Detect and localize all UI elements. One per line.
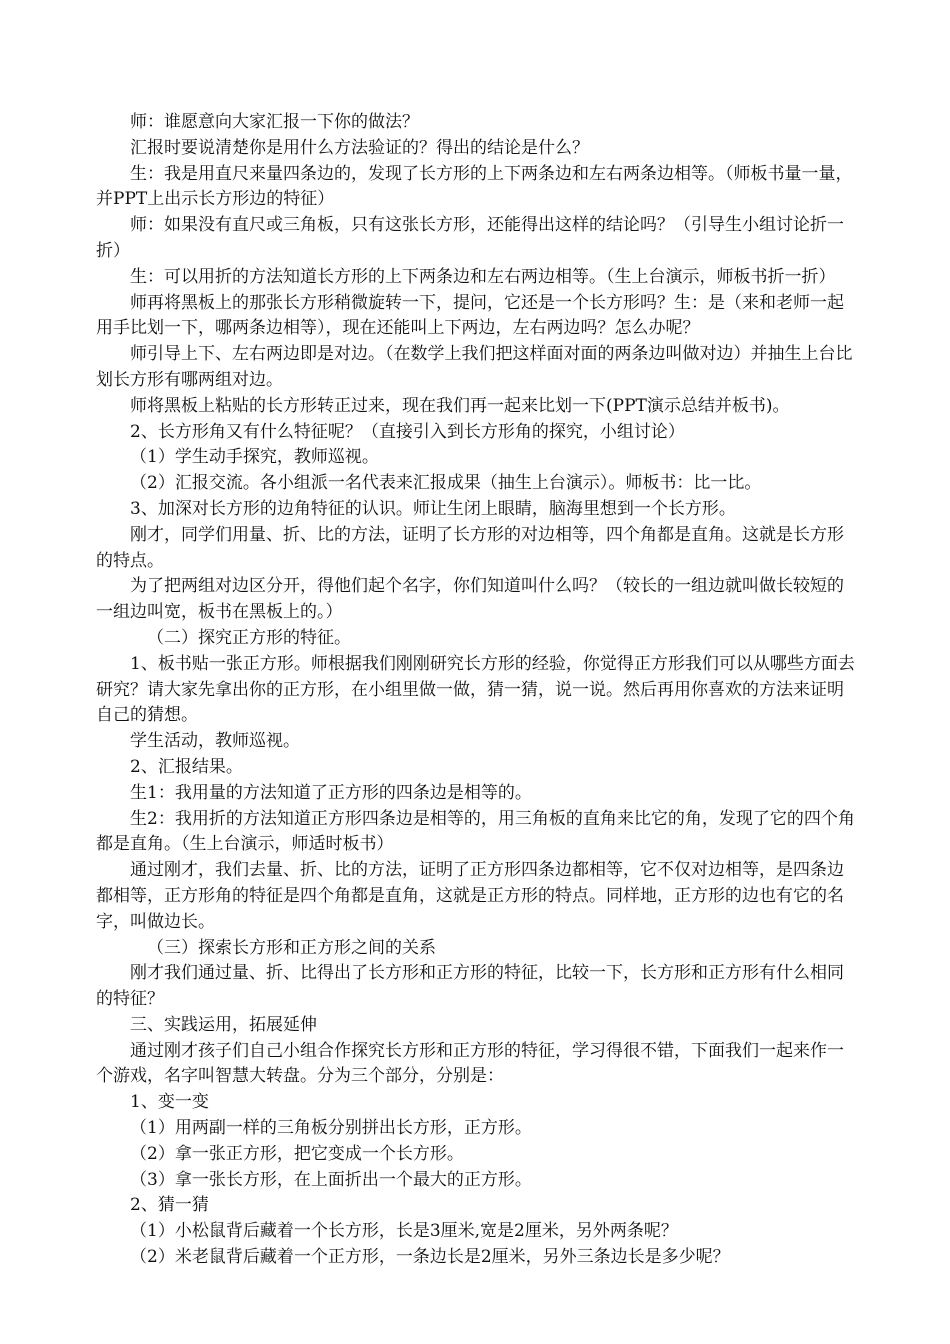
paragraph: 刚才，同学们用量、折、比的方法，证明了长方形的对边相等，四个角都是直角。这就是长方形的特点。 <box>96 524 844 571</box>
paragraph: 师再将黑板上的那张长方形稍微旋转一下，提问，它还是一个长方形吗？生：是（来和老师一起用手比划一下，哪两条边相等），现在还能叫上下两边，左右两边吗？怎么办呢？ <box>96 292 844 339</box>
paragraph: 师将黑板上粘贴的长方形转正过来，现在我们再一起来比划一下(PPT演示总结并板书)。 <box>130 395 790 416</box>
paragraph: 学生活动，教师巡视。 <box>130 731 300 752</box>
paragraph: 通过刚才孩子们自己小组合作探究长方形和正方形的特征，学习得很不错，下面我们一起来作一个游戏，名字叫智慧大转盘。分为三个部分，分别是： <box>96 1040 844 1087</box>
paragraph: 生1：我用量的方法知道了正方形的四条边是相等的。 <box>130 782 532 803</box>
paragraph: 刚才我们通过量、折、比得出了长方形和正方形的特征，比较一下，长方形和正方形有什么相同的特征？ <box>96 963 844 1010</box>
paragraph: 师引导上下、左右两边即是对边。（在数学上我们把这样面对面的两条边叫做对边）并抽生上台比划长方形有哪两组对边。 <box>96 344 853 390</box>
paragraph: 1、变一变 <box>130 1092 209 1113</box>
paragraph: 生：可以用折的方法知道长方形的上下两条边和左右两边相等。（生上台演示，师板书折一折） <box>130 266 836 287</box>
paragraph: 师：谁愿意向大家汇报一下你的做法？ <box>130 112 419 132</box>
paragraph: （1）学生动手探究，教师巡视。 <box>130 447 379 468</box>
paragraph: （2）拿一张正方形，把它变成一个长方形。 <box>130 1143 464 1164</box>
paragraph: （二）探究正方形的特征。 <box>147 627 351 648</box>
paragraph: 2、汇报结果。 <box>130 756 243 777</box>
paragraph: （3）拿一张长方形，在上面折出一个最大的正方形。 <box>130 1169 532 1190</box>
paragraph: 汇报时要说清楚你是用什么方法验证的？得出的结论是什么？ <box>130 137 589 158</box>
paragraph: 为了把两组对边区分开，得他们起个名字，你们知道叫什么吗？（较长的一组边就叫做长较短的一组边叫宽，板书在黑板上的。） <box>96 576 844 623</box>
document-body <box>96 110 856 1271</box>
paragraph: （2）米老鼠背后藏着一个正方形，一条边长是2厘米，另外三条边长是多少呢？ <box>130 1247 730 1268</box>
paragraph: （2）汇报交流。各小组派一名代表来汇报成果（抽生上台演示）。师板书：比一比。 <box>130 473 762 494</box>
paragraph: 三、实践运用，拓展延伸 <box>130 1014 317 1035</box>
paragraph: （三）探索长方形和正方形之间的关系 <box>147 937 436 958</box>
paragraph: （1）用两副一样的三角板分别拼出长方形，正方形。 <box>130 1118 532 1139</box>
paragraph: 师：如果没有直尺或三角板，只有这张长方形，还能得出这样的结论吗？（引导生小组讨论折一折） <box>96 215 844 261</box>
paragraph: 3、加深对长方形的边角特征的认识。师让生闭上眼睛，脑海里想到一个长方形。 <box>130 498 736 519</box>
paragraph: 2、猜一猜 <box>130 1195 209 1216</box>
paragraph: 1、板书贴一张正方形。师根据我们刚刚研究长方形的经验，你觉得正方形我们可以从哪些方面去研究？请大家先拿出你的正方形，在小组里做一做，猜一猜，说一说。然后再用你喜欢的方法来证明自己的猜想。 <box>96 653 855 726</box>
paragraph: 2、长方形角又有什么特征呢？（直接引入到长方形角的探究，小组讨论） <box>130 421 685 442</box>
paragraph: 通过刚才，我们去量、折、比的方法，证明了正方形四条边都相等，它不仅对边相等，是四条边都相等，正方形角的特征是四个角都是直角，这就是正方形的特点。同样地，正方形的边也有它的名字，叫做边长。 <box>96 860 844 932</box>
paragraph: 生2：我用折的方法知道正方形四条边是相等的，用三角板的直角来比它的角，发现了它的四个角都是直角。（生上台演示，师适时板书） <box>96 808 855 855</box>
paragraph: 生：我是用直尺来量四条边的，发现了长方形的上下两条边和左右两条边相等。（师板书量一量，并PPT上出示长方形边的特征） <box>96 163 853 210</box>
paragraph: （1）小松鼠背后藏着一个长方形，长是3厘米,宽是2厘米，另外两条呢？ <box>130 1221 678 1242</box>
